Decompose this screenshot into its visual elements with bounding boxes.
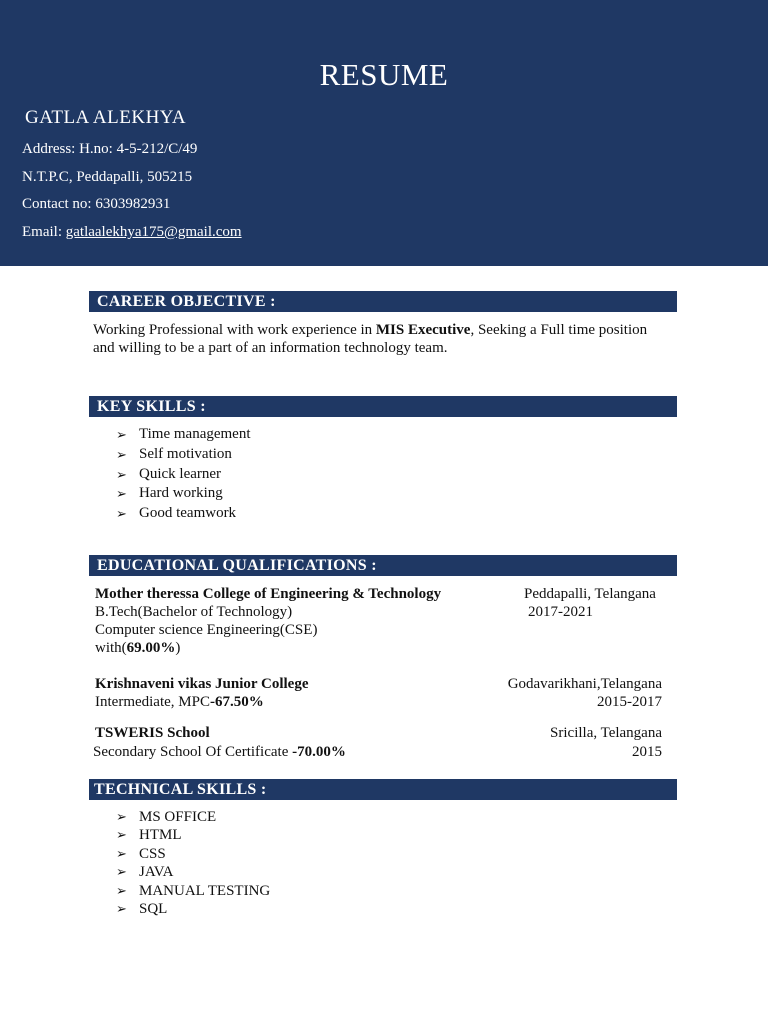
- list-item: [116, 484, 251, 504]
- tech-skill-text: JAVA: [139, 864, 174, 881]
- education-institution-1: Mother theressa College of Engineering & Technology: [95, 586, 442, 602]
- arrowhead-bullet-icon: ➢: [116, 882, 127, 898]
- career-objective-heading-text: CAREER OBJECTIVE :: [97, 293, 276, 310]
- tech-skill-text: MANUAL TESTING: [139, 882, 271, 899]
- arrowhead-bullet-icon: ➢: [116, 486, 127, 502]
- education-location-3: Sricilla, Telangana: [550, 725, 662, 741]
- education-location-1: Peddapalli, Telangana: [524, 586, 656, 602]
- list-item: [116, 845, 270, 863]
- arrowhead-bullet-icon: ➢: [116, 809, 127, 824]
- list-item: [116, 826, 270, 844]
- score-value: -67.50%: [209, 694, 264, 710]
- list-item: [116, 445, 251, 465]
- education-years-3: 2015: [632, 744, 662, 760]
- objective-text-end: , Seeking a Full time position: [470, 322, 648, 338]
- arrowhead-bullet-icon: ➢: [116, 427, 127, 442]
- arrowhead-bullet-icon: ➢: [116, 827, 127, 843]
- tech-skill-text: SQL: [139, 900, 168, 917]
- arrowhead-bullet-icon: ➢: [116, 900, 127, 916]
- technical-skills-list: [116, 808, 270, 918]
- education-location-2: Godavarikhani,Telangana: [507, 676, 662, 692]
- skill-text: Self motivation: [139, 445, 232, 462]
- skill-text: Good teamwork: [139, 505, 237, 522]
- arrowhead-bullet-icon: ➢: [116, 506, 127, 522]
- key-skills-list: [116, 425, 251, 524]
- score-value: 69.00%: [126, 640, 176, 656]
- candidate-name: GATLA ALEKHYA: [25, 107, 187, 128]
- education-years-2: 2015-2017: [597, 694, 662, 710]
- score-prefix: with(: [95, 640, 127, 656]
- address-line-2: N.T.P.C, Peddapalli, 505215: [22, 169, 193, 185]
- education-heading: [89, 555, 677, 576]
- contact-number: Contact no: 6303982931: [22, 196, 171, 212]
- detail-text: Secondary School Of Certificate: [93, 744, 293, 760]
- list-item: [116, 425, 251, 445]
- objective-role: MIS Executive: [375, 322, 471, 338]
- education-score-1: [95, 639, 180, 657]
- address-line-1: Address: H.no: 4-5-212/C/49: [22, 141, 198, 157]
- career-objective-line-1: [93, 321, 647, 339]
- list-item: [116, 882, 270, 900]
- list-item: [116, 504, 251, 524]
- key-skills-heading: [89, 396, 677, 417]
- resume-header: [0, 0, 768, 266]
- career-objective-heading: [89, 291, 677, 312]
- resume-title: RESUME: [319, 57, 449, 92]
- arrowhead-bullet-icon: ➢: [116, 466, 127, 482]
- email-label: Email:: [22, 224, 66, 240]
- education-institution-3: TSWERIS School: [95, 725, 210, 741]
- objective-text: Working Professional with work experience in: [93, 322, 376, 338]
- education-detail-3: [93, 743, 346, 761]
- skill-text: Time management: [139, 426, 251, 442]
- email-line: [22, 224, 242, 241]
- education-heading-text: EDUCATIONAL QUALIFICATIONS :: [97, 557, 377, 574]
- education-years-1: 2017-2021: [528, 604, 593, 620]
- technical-skills-heading: [89, 779, 677, 800]
- score-suffix: ): [175, 640, 181, 656]
- email-link[interactable]: gatlaalekhya175@gmail.com: [65, 224, 242, 240]
- technical-skills-heading-text: TECHNICAL SKILLS :: [94, 781, 267, 798]
- skill-text: Quick learner: [139, 465, 222, 482]
- career-objective-line-2: and willing to be a part of an information technology team.: [93, 340, 448, 356]
- score-value: -70.00%: [292, 744, 346, 760]
- education-degree-1: B.Tech(Bachelor of Technology): [95, 604, 293, 620]
- skill-text: Hard working: [139, 485, 223, 502]
- key-skills-heading-text: KEY SKILLS :: [97, 398, 206, 415]
- education-detail-2: [95, 693, 264, 711]
- list-item: [116, 863, 270, 881]
- arrowhead-bullet-icon: ➢: [116, 864, 127, 880]
- detail-text: Intermediate, MPC: [95, 694, 210, 710]
- tech-skill-text: HTML: [139, 827, 182, 844]
- tech-skill-text: CSS: [139, 845, 166, 862]
- arrowhead-bullet-icon: ➢: [116, 446, 127, 462]
- arrowhead-bullet-icon: ➢: [116, 845, 127, 861]
- education-institution-2: Krishnaveni vikas Junior College: [95, 676, 309, 692]
- list-item: [116, 465, 251, 485]
- list-item: [116, 900, 270, 918]
- education-branch-1: Computer science Engineering(CSE): [95, 622, 318, 638]
- tech-skill-text: MS OFFICE: [139, 809, 217, 825]
- list-item: [116, 808, 270, 826]
